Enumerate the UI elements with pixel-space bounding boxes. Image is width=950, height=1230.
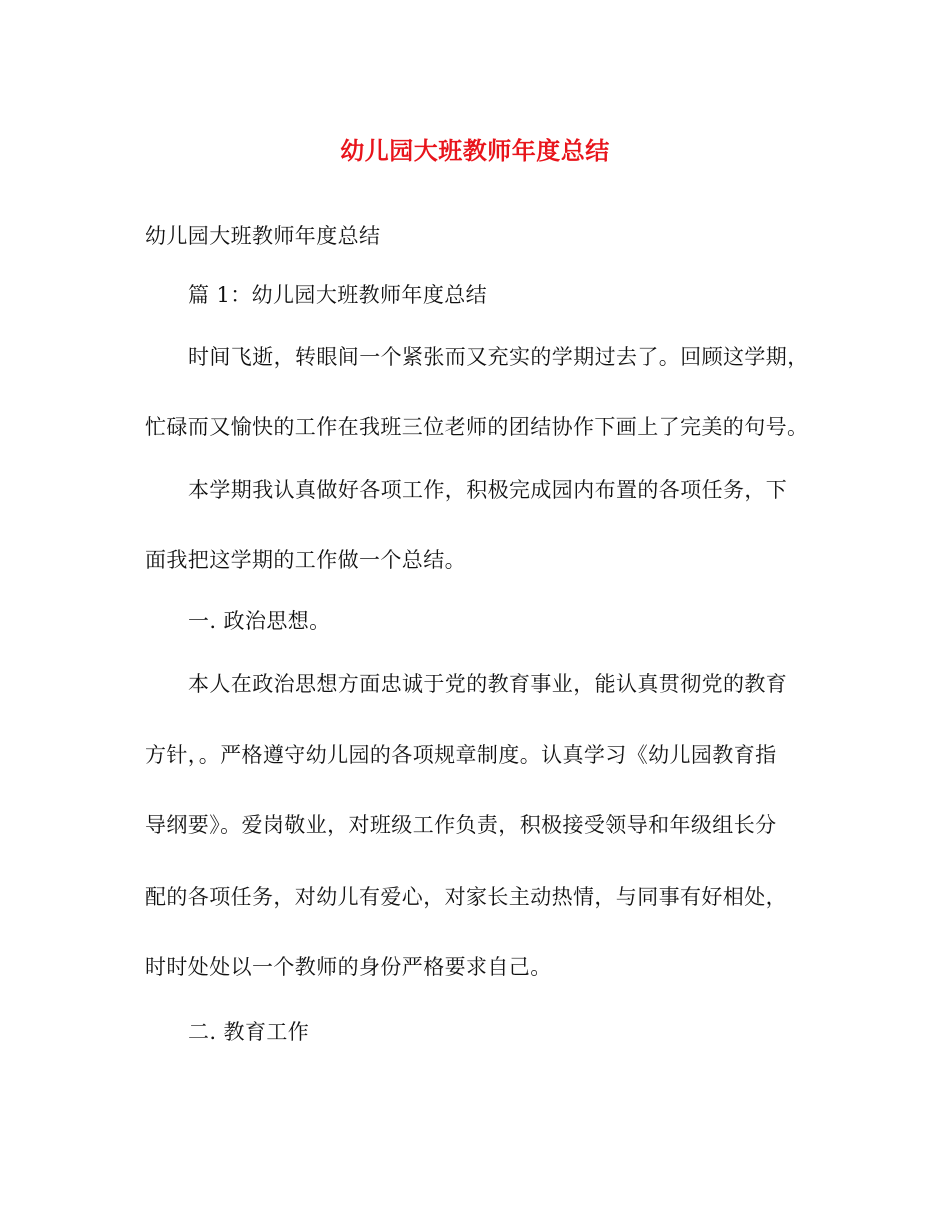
section-heading-education: 二. 教育工作 (188, 1020, 310, 1044)
paragraph-line: 时时处处以一个教师的身份严格要求自己。 (145, 955, 552, 979)
paragraph-line: 本学期我认真做好各项工作，积极完成园内布置的各项任务，下 (188, 478, 788, 502)
paragraph-line: 面我把这学期的工作做一个总结。 (145, 548, 466, 572)
paragraph-line: 方针，。严格遵守幼儿园的各项规章制度。认真学习《幼儿园教育指 (145, 743, 777, 767)
paragraph-line: 时间飞逝，转眼间一个紧张而又充实的学期过去了。回顾这学期， (188, 345, 809, 369)
paragraph-line: 忙碌而又愉快的工作在我班三位老师的团结协作下画上了完美的句号。 (145, 415, 809, 439)
document-title: 幼儿园大班教师年度总结 (340, 136, 610, 165)
paragraph-line: 本人在政治思想方面忠诚于党的教育事业，能认真贯彻党的教育 (188, 672, 788, 696)
paragraph-line: 导纲要》。爱岗敬业，对班级工作负责，积极接受领导和年级组长分 (145, 813, 777, 837)
subtitle-line: 幼儿园大班教师年度总结 (145, 224, 381, 248)
paragraph-line: 配的各项任务，对幼儿有爱心，对家长主动热情，与同事有好相处， (145, 885, 787, 909)
section-heading-politics: 一. 政治思想。 (188, 609, 331, 633)
section-heading-part1: 篇 1：幼儿园大班教师年度总结 (188, 283, 488, 307)
